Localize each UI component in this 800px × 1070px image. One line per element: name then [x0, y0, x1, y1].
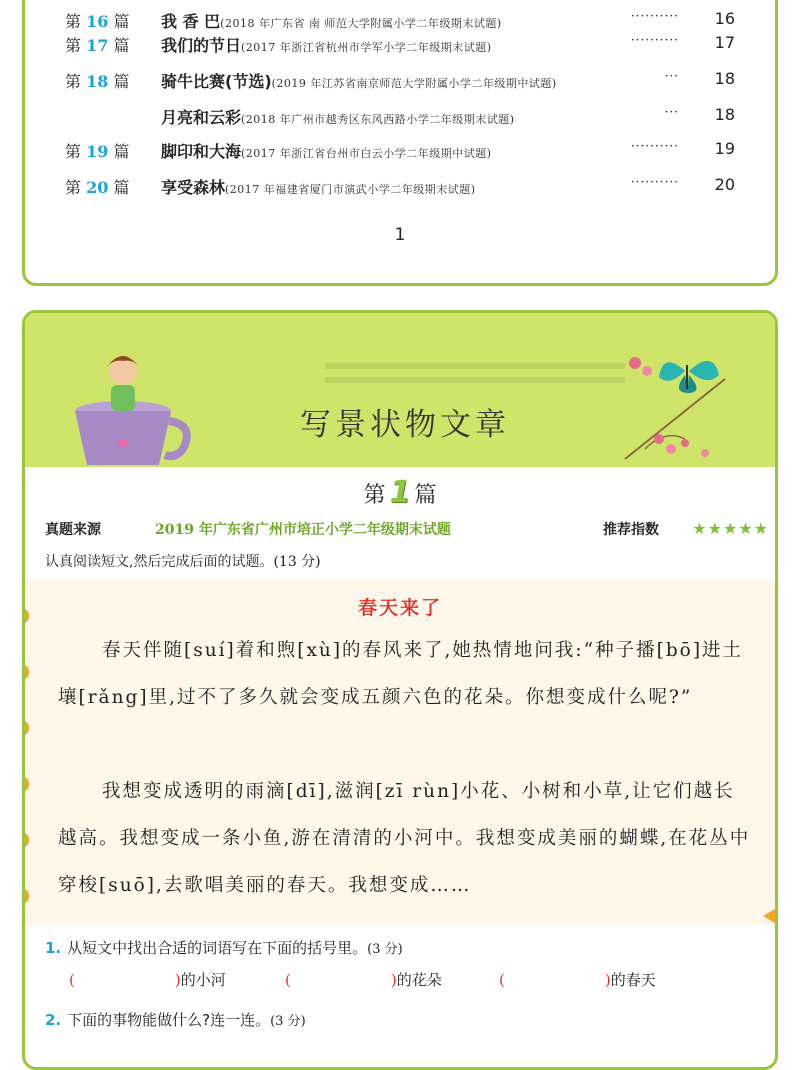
butterfly-flowers-illustration [615, 349, 755, 467]
toc-row[interactable] [65, 175, 735, 199]
toc-page: 18 [714, 105, 735, 124]
toc-row[interactable] [65, 139, 735, 163]
toc-page: 20 [714, 175, 735, 194]
fill-blank[interactable]: ( )的春天 [499, 971, 656, 989]
passage-title: 春天来了 [357, 597, 442, 619]
fill-in-row [69, 969, 709, 991]
toc-prefix: 第 [65, 12, 82, 31]
fill-suffix: 的小河 [180, 971, 226, 989]
toc-source: (2017 年福建省厦门市演武小学二年级期末试题) [225, 183, 476, 196]
banner-watermark [325, 353, 625, 393]
toc-source: (2018 年广州市越秀区东风西路小学二年级期末试题) [241, 113, 515, 126]
meta-row [45, 519, 769, 541]
toc-row[interactable] [65, 9, 735, 33]
question-number: 1. [45, 939, 62, 957]
fill-suffix: 的春天 [610, 971, 656, 989]
margin-dot [22, 721, 29, 735]
section-title: 写景状物文章 [300, 407, 510, 443]
toc-row[interactable] [65, 69, 735, 93]
question-2 [45, 1009, 306, 1030]
toc-leader-dots: ··· [664, 69, 679, 83]
fill-blank[interactable]: ( )的花朵 [285, 971, 442, 989]
toc-page: 16 [714, 9, 735, 28]
article-heading [25, 475, 775, 510]
heading-number: 1 [389, 475, 411, 510]
toc-title: 我们的节日 [161, 36, 242, 55]
question-points: (3 分) [270, 1014, 306, 1029]
margin-dot [22, 889, 29, 903]
toc-page: 19 [714, 139, 735, 158]
lesson-card [22, 310, 778, 1070]
toc-prefix: 第 [65, 36, 82, 55]
toc-source: (2019 年江苏省南京师范大学附属小学二年级期中试题) [271, 77, 557, 90]
toc-title: 骑牛比赛(节选) [161, 72, 272, 91]
passage-paragraph: 春天伴随[suí]着和煦[xù]的春风来了,她热情地问我:“种子播[bō]进土壤[rǎng]里,过不了多久就会变成五颜六色的花朵。你想变成什么呢?” [58, 640, 744, 708]
toc-suffix: 篇 [113, 12, 130, 31]
source-label: 真题来源 [45, 522, 101, 538]
rating-stars-icon: ★★★★★ [692, 519, 769, 538]
heading-prefix: 第 [363, 483, 386, 508]
margin-dot [22, 833, 29, 847]
toc-number: 16 [86, 12, 109, 31]
toc-card [22, 0, 778, 286]
toc-suffix: 篇 [113, 142, 130, 161]
toc-prefix: 第 [65, 72, 82, 91]
page-number: 1 [394, 225, 406, 245]
toc-number: 19 [86, 142, 109, 161]
source-value: 2019 年广东省广州市培正小学二年级期末试题 [155, 522, 451, 538]
boy-in-cup-illustration [65, 347, 195, 467]
toc-page: 18 [714, 69, 735, 88]
toc-suffix: 篇 [113, 36, 130, 55]
toc-title: 我 香 巴 [161, 12, 221, 31]
toc-leader-dots: ·········· [630, 9, 679, 23]
margin-dot [22, 777, 29, 791]
question-number: 2. [45, 1011, 62, 1029]
toc-title: 享受森林 [161, 178, 226, 197]
toc-number: 20 [86, 178, 109, 197]
toc-prefix: 第 [65, 178, 82, 197]
toc-leader-dots: ·········· [630, 175, 679, 189]
passage-paragraph: 我想变成透明的雨滴[dī],滋润[zī rùn]小花、小树和小草,让它们越长越高。我想变成一条小鱼,游在清清的小河中。我想变成美丽的蝴蝶,在花丛中穿梭[suō],去歌唱美丽的春天。我想变成…… [58, 781, 751, 896]
toc-leader-dots: ·········· [630, 139, 679, 153]
fill-blank[interactable]: ( )的小河 [69, 971, 226, 989]
toc-title: 脚印和大海 [161, 142, 242, 161]
toc-number: 17 [86, 36, 109, 55]
arrow-marker-icon [763, 909, 775, 923]
toc-suffix: 篇 [113, 72, 130, 91]
toc-page: 17 [714, 33, 735, 52]
toc-source: (2017 年浙江省杭州市学军小学二年级期末试题) [241, 41, 492, 54]
passage-box [25, 579, 775, 925]
heading-suffix: 篇 [414, 483, 437, 508]
toc-row[interactable] [65, 105, 735, 129]
toc-prefix: 第 [65, 142, 82, 161]
toc-source: (2018 年广东省 南 师范大学附属小学二年级期末试题) [220, 17, 502, 30]
toc-number: 18 [86, 72, 109, 91]
question-points: (3 分) [367, 942, 403, 957]
instruction: 认真阅读短文,然后完成后面的试题。(13 分) [45, 554, 321, 570]
question-text: 从短文中找出合适的词语写在下面的括号里。 [67, 939, 368, 957]
toc-row[interactable] [65, 33, 735, 57]
question-text: 下面的事物能做什么?连一连。 [67, 1011, 271, 1029]
question-1 [45, 937, 403, 958]
section-banner [25, 313, 775, 467]
toc-leader-dots: ··· [664, 105, 679, 119]
toc-leader-dots: ·········· [630, 33, 679, 47]
rating-label: 推荐指数 [603, 522, 659, 538]
toc-source: (2017 年浙江省台州市白云小学二年级期中试题) [241, 147, 492, 160]
margin-dot [22, 665, 29, 679]
toc-suffix: 篇 [113, 178, 130, 197]
toc-title: 月亮和云彩 [161, 108, 242, 127]
fill-suffix: 的花朵 [396, 971, 442, 989]
